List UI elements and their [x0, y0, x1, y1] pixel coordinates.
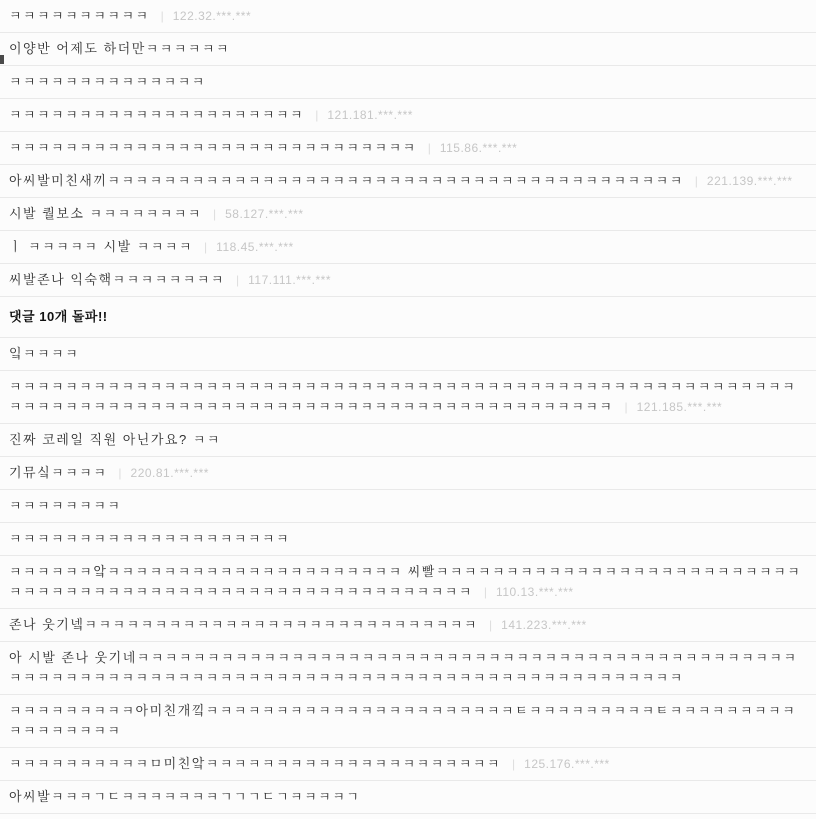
comment-text: 아 시발 존나 웃기네ㅋㅋㅋㅋㅋㅋㅋㅋㅋㅋㅋㅋㅋㅋㅋㅋㅋㅋㅋㅋㅋㅋㅋㅋㅋㅋㅋㅋㅋㅋㅋㅋㅋㅋㅋㅋㅋㅋㅋㅋㅋㅋㅋㅋㅋㅋㅋㅋㅋㅋㅋㅋㅋㅋㅋㅋㅋㅋㅋㅋㅋㅋㅋㅋㅋㅋㅋㅋㅋㅋㅋㅋㅋㅋㅋㅋㅋㅋㅋㅋㅋㅋㅋㅋㅋㅋㅋㅋㅋㅋㅋㅋㅋㅋㅋ [9, 650, 798, 685]
comment-text: ㅣ ㅋㅋㅋㅋㅋ 시발 ㅋㅋㅋㅋ [9, 239, 194, 254]
comment-text: 이양반 어제도 하더만ㅋㅋㅋㅋㅋㅋ [9, 41, 231, 56]
comment-text: 잌ㅋㅋㅋㅋ [9, 346, 80, 361]
commenter-ip: 117.111.***.*** [248, 273, 332, 287]
comment-text: 진짜 코레일 직원 아닌가요? ㅋㅋ [9, 432, 221, 447]
comment-row [0, 748, 816, 781]
comment-text: 기뮤싴ㅋㅋㅋㅋ [9, 465, 108, 480]
comment-row [0, 523, 816, 556]
commenter-ip: 121.185.***.*** [636, 400, 723, 414]
ip-divider: | [427, 141, 431, 155]
comment-text: ㅋㅋㅋㅋㅋㅋ앜ㅋㅋㅋㅋㅋㅋㅋㅋㅋㅋㅋㅋㅋㅋㅋㅋㅋㅋㅋㅋㅋ 씨빨ㅋㅋㅋㅋㅋㅋㅋㅋㅋㅋㅋㅋㅋㅋㅋㅋㅋㅋㅋㅋㅋㅋㅋㅋㅋㅋㅋㅋㅋㅋㅋㅋㅋㅋㅋㅋㅋㅋㅋㅋㅋㅋㅋㅋㅋㅋㅋㅋㅋㅋㅋㅋㅋㅋㅋㅋㅋㅋㅋ [9, 564, 802, 599]
ip-divider: | [694, 174, 698, 188]
comment-text: ㅋㅋㅋㅋㅋㅋㅋㅋㅋ아미친개낔ㅋㅋㅋㅋㅋㅋㅋㅋㅋㅋㅋㅋㅋㅋㅋㅋㅋㅋㅋㅋㅋㅋㅌㅋㅋㅋㅋㅋㅋㅋㅋㅋㅌㅋㅋㅋㅋㅋㅋㅋㅋㅋㅋㅋㅋㅋㅋㅋㅋㅋ [9, 703, 797, 738]
comment-row [0, 0, 816, 33]
comment-text: 존나 웃기넼ㅋㅋㅋㅋㅋㅋㅋㅋㅋㅋㅋㅋㅋㅋㅋㅋㅋㅋㅋㅋㅋㅋㅋㅋㅋㅋㅋㅋ [9, 617, 479, 632]
comment-row [0, 371, 816, 424]
comment-text: ㅋㅋㅋㅋㅋㅋㅋㅋ [9, 498, 122, 513]
comment-row [0, 297, 816, 338]
ip-divider: | [624, 400, 628, 414]
commenter-ip: 121.181.***.*** [327, 108, 413, 122]
ip-divider: | [483, 585, 488, 599]
comment-text: 아씨발ㅋㅋㅋㄱㄷㅋㅋㅋㅋㅋㅋㅋㄱㄱㄱㄷㄱㅋㅋㅋㅋㄱ [9, 789, 361, 804]
comment-text: 시발 퀄보소 ㅋㅋㅋㅋㅋㅋㅋㅋ [9, 206, 202, 221]
commenter-ip: 220.81.***.*** [130, 466, 209, 480]
comment-row [0, 198, 816, 231]
comment-row [0, 457, 816, 490]
comment-row [0, 609, 816, 642]
comment-row [0, 490, 816, 523]
comment-text: ㅋㅋㅋㅋㅋㅋㅋㅋㅋㅋㅋㅋㅋㅋㅋㅋㅋㅋㅋㅋㅋ [9, 107, 305, 122]
commenter-ip: 125.176.***.*** [524, 757, 610, 771]
comment-row [0, 556, 816, 609]
comment-row [0, 33, 816, 66]
ip-divider: | [489, 618, 493, 632]
comment-text: ㅋㅋㅋㅋㅋㅋㅋㅋㅋㅋㅋㅋㅋㅋㅋㅋㅋㅋㅋㅋㅋㅋㅋㅋㅋㅋㅋㅋㅋ [9, 140, 417, 155]
ip-divider: | [160, 9, 164, 23]
comment-row [0, 642, 816, 695]
comment-text: ㅋㅋㅋㅋㅋㅋㅋㅋㅋㅋㅁ미친앜ㅋㅋㅋㅋㅋㅋㅋㅋㅋㅋㅋㅋㅋㅋㅋㅋㅋㅋㅋㅋㅋ [9, 756, 502, 771]
comment-text: 씨발존나 익숙핵ㅋㅋㅋㅋㅋㅋㅋㅋ [9, 272, 225, 287]
commenter-ip: 110.13.***.*** [496, 585, 574, 599]
comment-row [0, 99, 816, 132]
comment-row [0, 424, 816, 457]
comment-row [0, 132, 816, 165]
comment-row [0, 264, 816, 297]
commenter-ip: 118.45.***.*** [216, 240, 294, 254]
comment-row [0, 781, 816, 814]
comment-text: ㅋㅋㅋㅋㅋㅋㅋㅋㅋㅋㅋㅋㅋㅋ [9, 74, 206, 89]
comment-row [0, 66, 816, 99]
comment-row [0, 165, 816, 198]
ip-divider: | [204, 240, 208, 254]
commenter-ip: 122.32.***.*** [172, 9, 252, 23]
commenter-ip: 115.86.***.*** [439, 141, 518, 155]
comment-text: 댓글 10개 돌파!! [9, 309, 108, 324]
comment-row [0, 695, 816, 748]
ip-divider: | [118, 466, 122, 480]
comment-row [0, 338, 816, 371]
left-edge-mark [0, 55, 4, 64]
comment-row [0, 231, 816, 264]
comment-text: 아씨발미친새끼ㅋㅋㅋㅋㅋㅋㅋㅋㅋㅋㅋㅋㅋㅋㅋㅋㅋㅋㅋㅋㅋㅋㅋㅋㅋㅋㅋㅋㅋㅋㅋㅋㅋㅋㅋㅋㅋㅋㅋㅋㅋ [9, 173, 684, 188]
comment-text: ㅋㅋㅋㅋㅋㅋㅋㅋㅋㅋㅋㅋㅋㅋㅋㅋㅋㅋㅋㅋ [9, 531, 291, 546]
ip-divider: | [315, 108, 319, 122]
commenter-ip: 58.127.***.*** [225, 207, 304, 221]
comment-text: ㅋㅋㅋㅋㅋㅋㅋㅋㅋㅋ [9, 8, 150, 23]
comment-text: ㅋㅋㅋㅋㅋㅋㅋㅋㅋㅋㅋㅋㅋㅋㅋㅋㅋㅋㅋㅋㅋㅋㅋㅋㅋㅋㅋㅋㅋㅋㅋㅋㅋㅋㅋㅋㅋㅋㅋㅋㅋㅋㅋㅋㅋㅋㅋㅋㅋㅋㅋㅋㅋㅋㅋㅋㅋㅋㅋㅋㅋㅋㅋㅋㅋㅋㅋㅋㅋㅋㅋㅋㅋㅋㅋㅋㅋㅋㅋㅋㅋㅋㅋㅋㅋㅋㅋㅋㅋㅋㅋㅋㅋㅋㅋㅋㅋㅋㅋ [9, 379, 797, 414]
ip-divider: | [235, 273, 240, 287]
commenter-ip: 141.223.***.*** [501, 618, 587, 632]
ip-divider: | [512, 757, 516, 771]
ip-divider: | [212, 207, 217, 221]
commenter-ip: 221.139.***.*** [706, 174, 793, 188]
